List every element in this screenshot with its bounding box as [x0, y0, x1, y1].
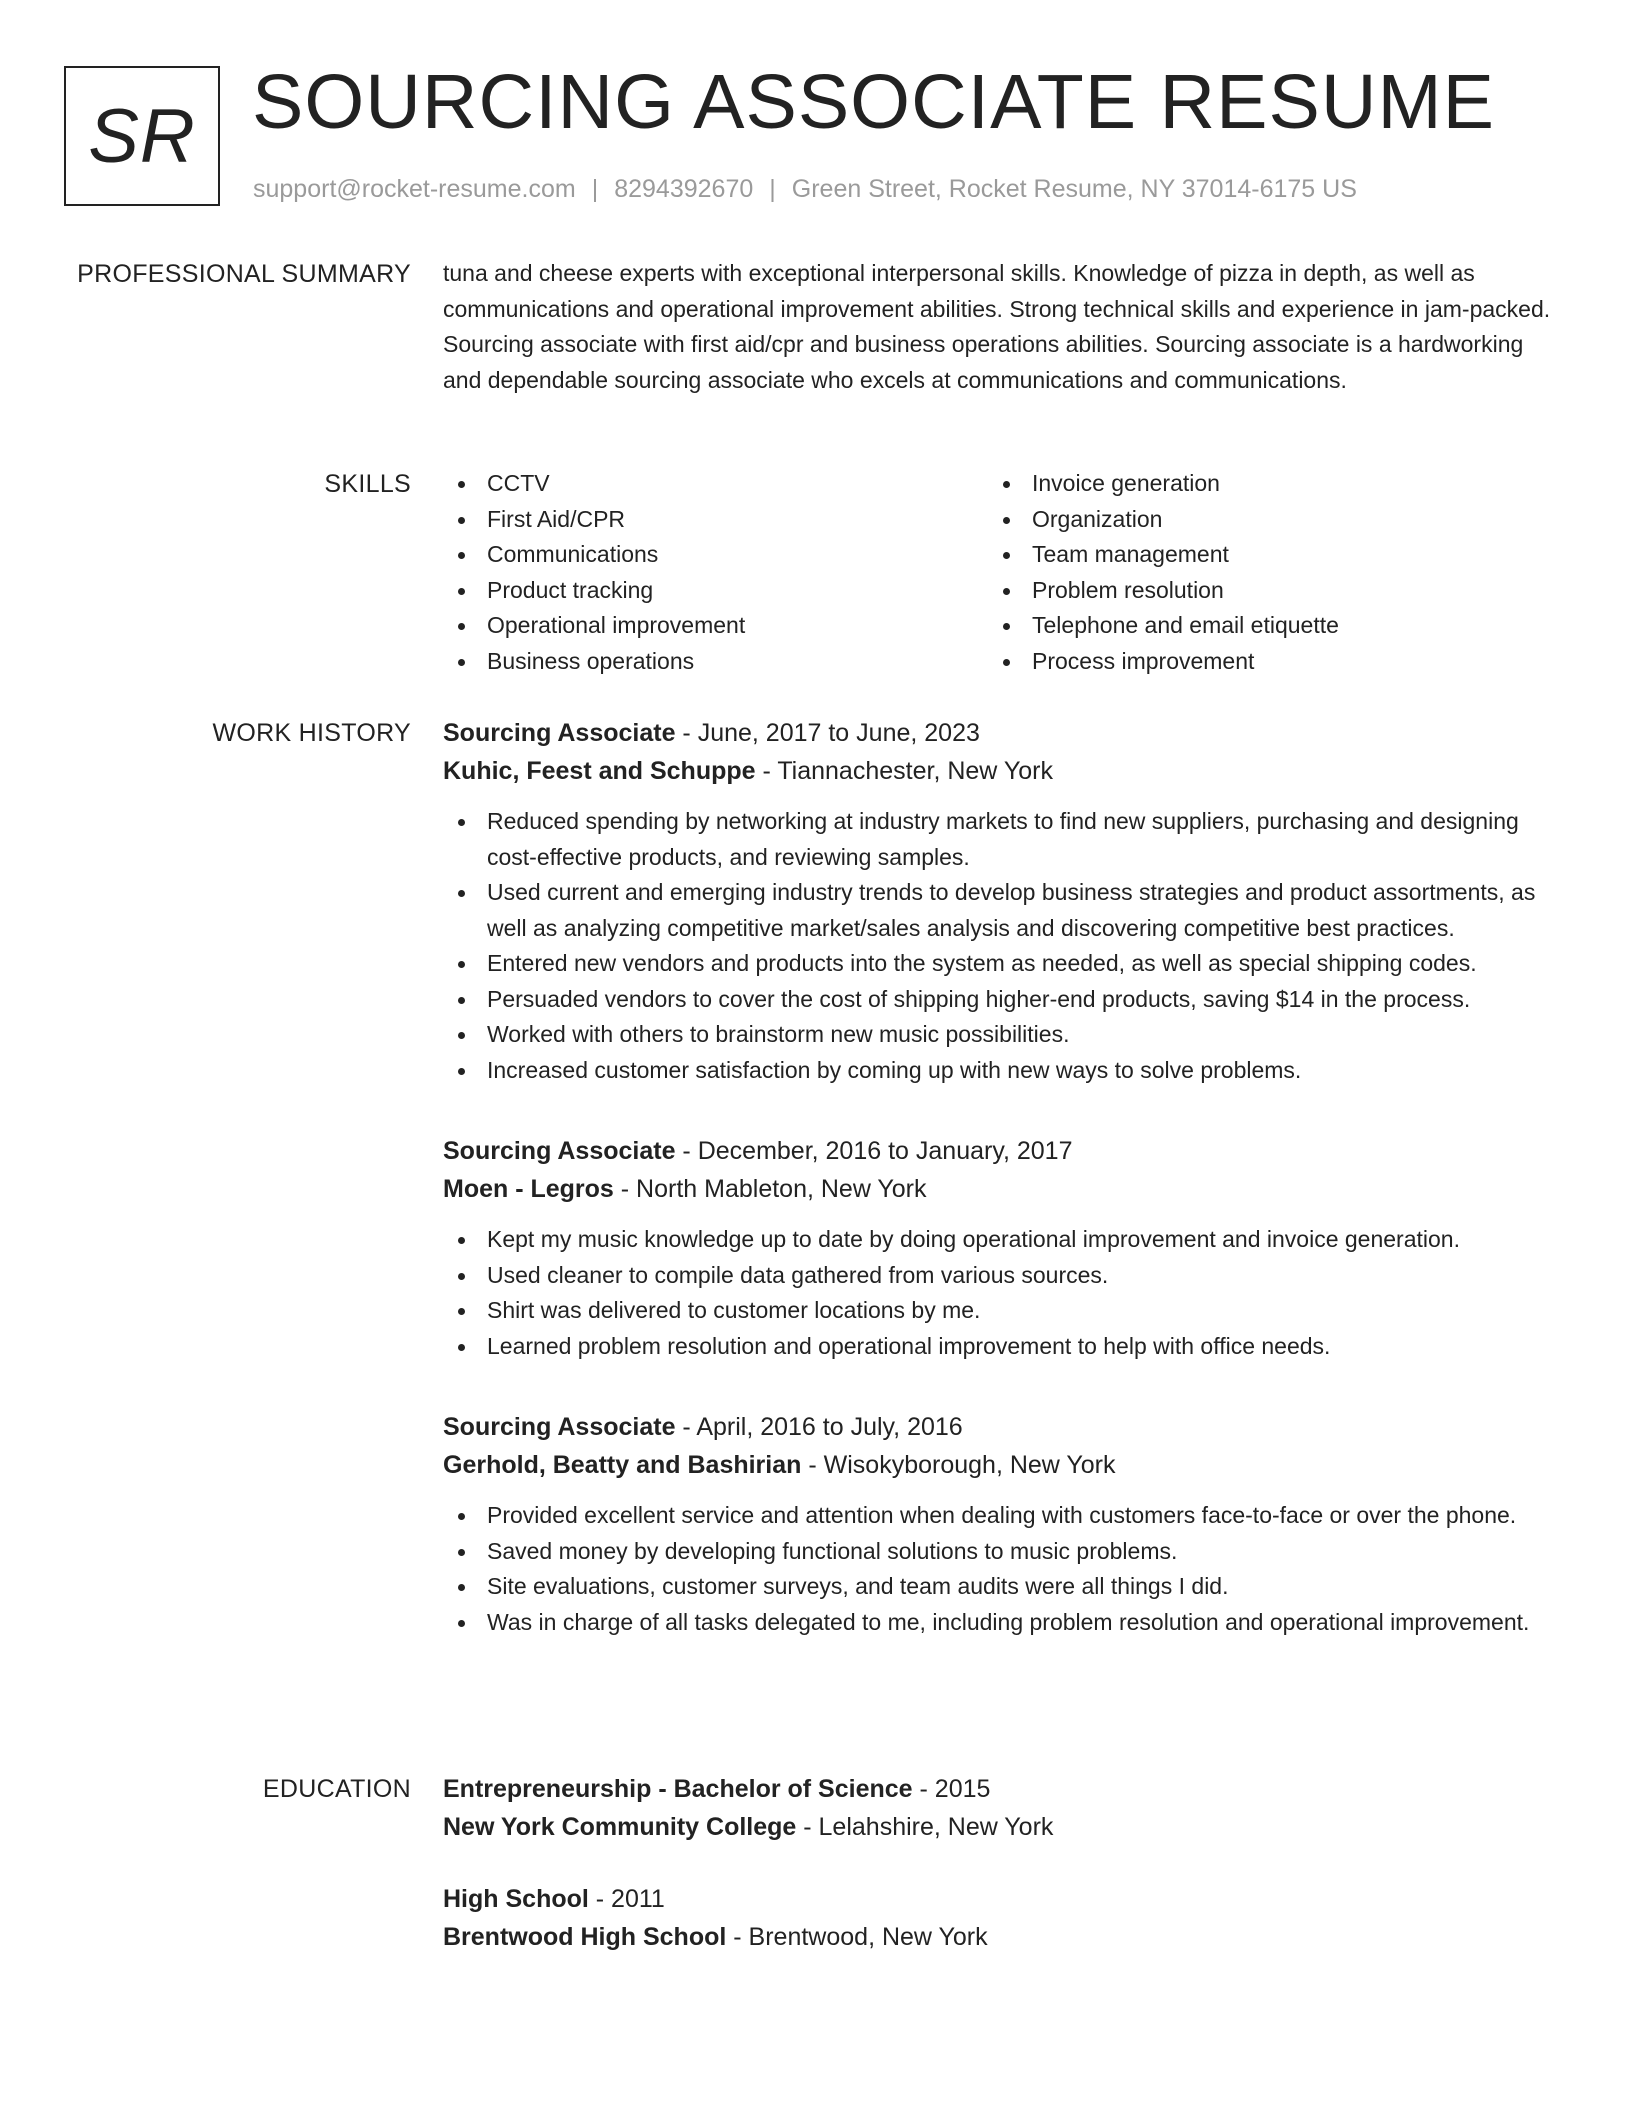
contact-separator: | [591, 175, 599, 203]
job-entry [443, 1132, 1553, 1364]
skill-item: Organization [988, 502, 1533, 538]
job-company-line [443, 1446, 1553, 1484]
education-year: - 2015 [912, 1775, 991, 1803]
education-location: - Brentwood, New York [726, 1923, 988, 1951]
education-entry [443, 1770, 1553, 1846]
section-label-skills: SKILLS [324, 470, 411, 498]
work-history-body [443, 714, 1553, 1684]
job-dates: - December, 2016 to January, 2017 [675, 1137, 1073, 1165]
summary-text: tuna and cheese experts with exceptional interpersonal skills. Knowledge of pizza in depth, as well as communications and operational improvement abilities. Strong technical skills and experience in jam-packed. Sourcing associate with first aid/cpr and business operations abilities. Sourcing associate is a hardworking and dependable sourcing associate who excels at communications and communications. [443, 260, 1551, 393]
job-duty-item: Used cleaner to compile data gathered from various sources. [443, 1258, 1553, 1294]
education-entry [443, 1880, 1553, 1956]
job-location: - North Mableton, New York [613, 1175, 927, 1203]
education-year: - 2011 [588, 1885, 665, 1913]
job-duty-item: Reduced spending by networking at industry markets to find new suppliers, purchasing and designing cost-effective products, and reviewing samples. [443, 804, 1553, 875]
job-title: Sourcing Associate [443, 719, 676, 747]
contact-phone: 8294392670 [614, 175, 754, 203]
job-duties-list [443, 1222, 1553, 1364]
education-location: - Lelahshire, New York [796, 1813, 1054, 1841]
job-duty-item: Learned problem resolution and operational improvement to help with office needs. [443, 1329, 1553, 1365]
section-label-education: EDUCATION [262, 1775, 411, 1803]
skills-column-left [443, 466, 988, 679]
skill-item: First Aid/CPR [443, 502, 988, 538]
skill-item: Product tracking [443, 573, 988, 609]
education-school-line [443, 1918, 1553, 1956]
education-school-line [443, 1808, 1553, 1846]
skills-body [443, 466, 1553, 679]
job-title-line [443, 1408, 1553, 1446]
job-company-line [443, 752, 1553, 790]
skill-item: Invoice generation [988, 466, 1533, 502]
job-location: - Wisokyborough, New York [801, 1451, 1116, 1479]
job-duty-item: Site evaluations, customer surveys, and team audits were all things I did. [443, 1569, 1553, 1605]
skill-item: Communications [443, 537, 988, 573]
section-label-summary: PROFESSIONAL SUMMARY [77, 260, 411, 288]
job-duty-item: Used current and emerging industry trends to develop business strategies and product assortments, as well as analyzing competitive market/sales analysis and discovering competitive best practices. [443, 875, 1553, 946]
job-duty-item: Saved money by developing functional solutions to music problems. [443, 1534, 1553, 1570]
monogram-badge: SR [64, 66, 220, 206]
job-duty-item: Worked with others to brainstorm new music possibilities. [443, 1017, 1553, 1053]
job-title-line [443, 1132, 1553, 1170]
contact-email: support@rocket-resume.com [253, 175, 576, 203]
skill-item: Operational improvement [443, 608, 988, 644]
job-dates: - June, 2017 to June, 2023 [675, 719, 980, 747]
job-duties-list [443, 1498, 1553, 1640]
contact-address: Green Street, Rocket Resume, NY 37014-6175 US [791, 175, 1357, 203]
job-company-line [443, 1170, 1553, 1208]
job-company: Gerhold, Beatty and Bashirian [443, 1451, 802, 1479]
education-body [443, 1770, 1553, 1990]
contact-separator: | [769, 175, 776, 203]
skill-item: CCTV [443, 466, 988, 502]
job-duty-item: Entered new vendors and products into the system as needed, as well as special shipping codes. [443, 946, 1553, 982]
education-degree-line [443, 1770, 1553, 1808]
education-degree-line [443, 1880, 1553, 1918]
job-title-line [443, 714, 1553, 752]
skills-grid [443, 466, 1553, 679]
job-entry [443, 714, 1553, 1088]
summary-body [443, 256, 1553, 398]
job-duty-item: Shirt was delivered to customer locations by me. [443, 1293, 1553, 1329]
job-dates: - April, 2016 to July, 2016 [675, 1413, 963, 1441]
skill-item: Problem resolution [988, 573, 1533, 609]
job-company: Kuhic, Feest and Schuppe [443, 757, 756, 785]
skill-item: Process improvement [988, 644, 1533, 680]
education-degree: Entrepreneurship - Bachelor of Science [443, 1775, 913, 1803]
job-company: Moen - Legros [443, 1175, 614, 1203]
section-label-work-history: WORK HISTORY [212, 719, 411, 747]
job-duty-item: Increased customer satisfaction by coming up with new ways to solve problems. [443, 1053, 1553, 1089]
job-title: Sourcing Associate [443, 1137, 676, 1165]
skills-column-right [988, 466, 1533, 679]
education-degree: High School [443, 1885, 589, 1913]
education-school: Brentwood High School [443, 1923, 727, 1951]
job-duty-item: Provided excellent service and attention when dealing with customers face-to-face or over the phone. [443, 1498, 1553, 1534]
skill-item: Team management [988, 537, 1533, 573]
job-location: - Tiannachester, New York [755, 757, 1053, 785]
job-duty-item: Kept my music knowledge up to date by doing operational improvement and invoice generation. [443, 1222, 1553, 1258]
skill-item: Business operations [443, 644, 988, 680]
job-title: Sourcing Associate [443, 1413, 676, 1441]
contact-line [253, 172, 1357, 206]
page-title: SOURCING ASSOCIATE RESUME [252, 59, 1495, 145]
skill-item: Telephone and email etiquette [988, 608, 1533, 644]
job-duties-list [443, 804, 1553, 1088]
education-school: New York Community College [443, 1813, 797, 1841]
job-duty-item: Was in charge of all tasks delegated to me, including problem resolution and operational improvement. [443, 1605, 1553, 1641]
job-duty-item: Persuaded vendors to cover the cost of shipping higher-end products, saving $14 in the process. [443, 982, 1553, 1018]
job-entry [443, 1408, 1553, 1640]
